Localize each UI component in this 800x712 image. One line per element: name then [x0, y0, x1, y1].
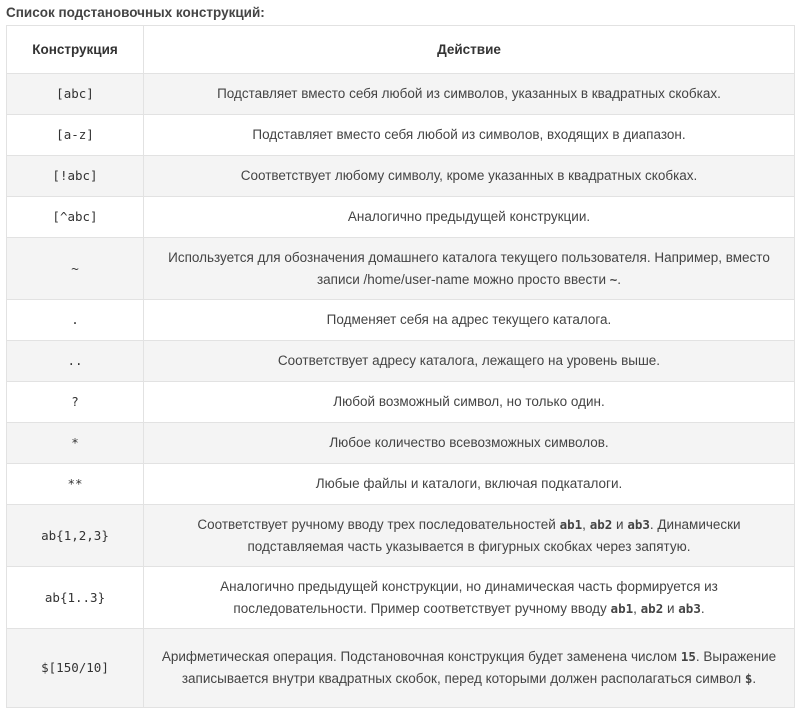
table-row [7, 197, 795, 238]
inline-code: ab3 [678, 600, 701, 616]
action-text: Арифметическая операция. Подстановочная конструкция будет заменена числом [161, 649, 681, 664]
action-cell: Аналогично предыдущей конструкции. [144, 197, 795, 238]
table-row [7, 567, 795, 629]
table-row [7, 629, 795, 708]
construct-cell: $[150/10] [7, 629, 144, 708]
action-cell: Любые файлы и каталоги, включая подкаталоги. [144, 464, 795, 505]
header-construct: Конструкция [7, 26, 144, 74]
action-text: . Выражение записывается внутри квадратных скобок, перед которыми должен располагаться символ [181, 649, 777, 686]
construct-cell: [^abc] [7, 197, 144, 238]
action-text: , [633, 600, 641, 616]
action-text: . [752, 671, 757, 686]
inline-code: 15 [680, 649, 696, 664]
table-row [7, 464, 795, 505]
table-row [7, 505, 795, 567]
inline-code: ab1 [559, 516, 583, 532]
action-text: и [612, 516, 628, 532]
action-cell [144, 238, 795, 300]
construct-cell: ? [7, 382, 144, 423]
action-cell: Любое количество всевозможных символов. [144, 423, 795, 464]
action-text: Соответствует ручному вводу трех последовательностей [197, 516, 560, 532]
construct-cell: . [7, 300, 144, 341]
inline-code: ab3 [627, 516, 650, 532]
inline-code: ab2 [589, 516, 613, 532]
action-cell: Соответствует адресу каталога, лежащего на уровень выше. [144, 341, 795, 382]
construct-cell: ~ [7, 238, 144, 300]
table-row [7, 423, 795, 464]
table-row [7, 341, 795, 382]
construct-cell: ab{1,2,3} [7, 505, 144, 567]
construct-cell: ** [7, 464, 144, 505]
table-row [7, 74, 795, 115]
action-cell [144, 505, 795, 567]
table-row [7, 238, 795, 300]
action-text: Используется для обозначения домашнего каталога текущего пользователя. Например, вместо записи /home/user-name можно просто ввести [168, 249, 770, 287]
table-row [7, 300, 795, 341]
construct-cell: ab{1..3} [7, 567, 144, 629]
action-cell [144, 567, 795, 629]
action-text: Аналогично предыдущей конструкции, но динамическая часть формируется из последовательности. Пример соответствует ручному вводу [220, 578, 718, 616]
action-cell: Любой возможный символ, но только один. [144, 382, 795, 423]
table-row [7, 115, 795, 156]
table-caption: Список подстановочных конструкций: [6, 5, 265, 20]
inline-code: $ [744, 671, 753, 686]
action-cell: Подставляет вместо себя любой из символов, входящих в диапазон. [144, 115, 795, 156]
table-row [7, 156, 795, 197]
construct-cell: [abc] [7, 74, 144, 115]
table-row [7, 382, 795, 423]
substitution-table [6, 25, 795, 708]
action-cell: Подставляет вместо себя любой из символов, указанных в квадратных скобках. [144, 74, 795, 115]
inline-code: ab1 [610, 600, 634, 616]
inline-code: ~ [609, 271, 618, 287]
action-text: . [617, 271, 622, 287]
action-text: . Динамически подставляемая часть указывается в фигурных скобках через запятую. [247, 516, 741, 554]
action-cell [144, 629, 795, 708]
action-cell: Подменяет себя на адрес текущего каталога. [144, 300, 795, 341]
construct-cell: .. [7, 341, 144, 382]
inline-code: ab2 [640, 600, 664, 616]
header-row [7, 26, 795, 74]
action-cell: Соответствует любому символу, кроме указанных в квадратных скобках. [144, 156, 795, 197]
construct-cell: [!abc] [7, 156, 144, 197]
construct-cell: [a-z] [7, 115, 144, 156]
header-action: Действие [144, 26, 795, 74]
construct-cell: * [7, 423, 144, 464]
action-text: , [582, 516, 590, 532]
action-text: . [700, 600, 705, 616]
action-text: и [663, 600, 679, 616]
